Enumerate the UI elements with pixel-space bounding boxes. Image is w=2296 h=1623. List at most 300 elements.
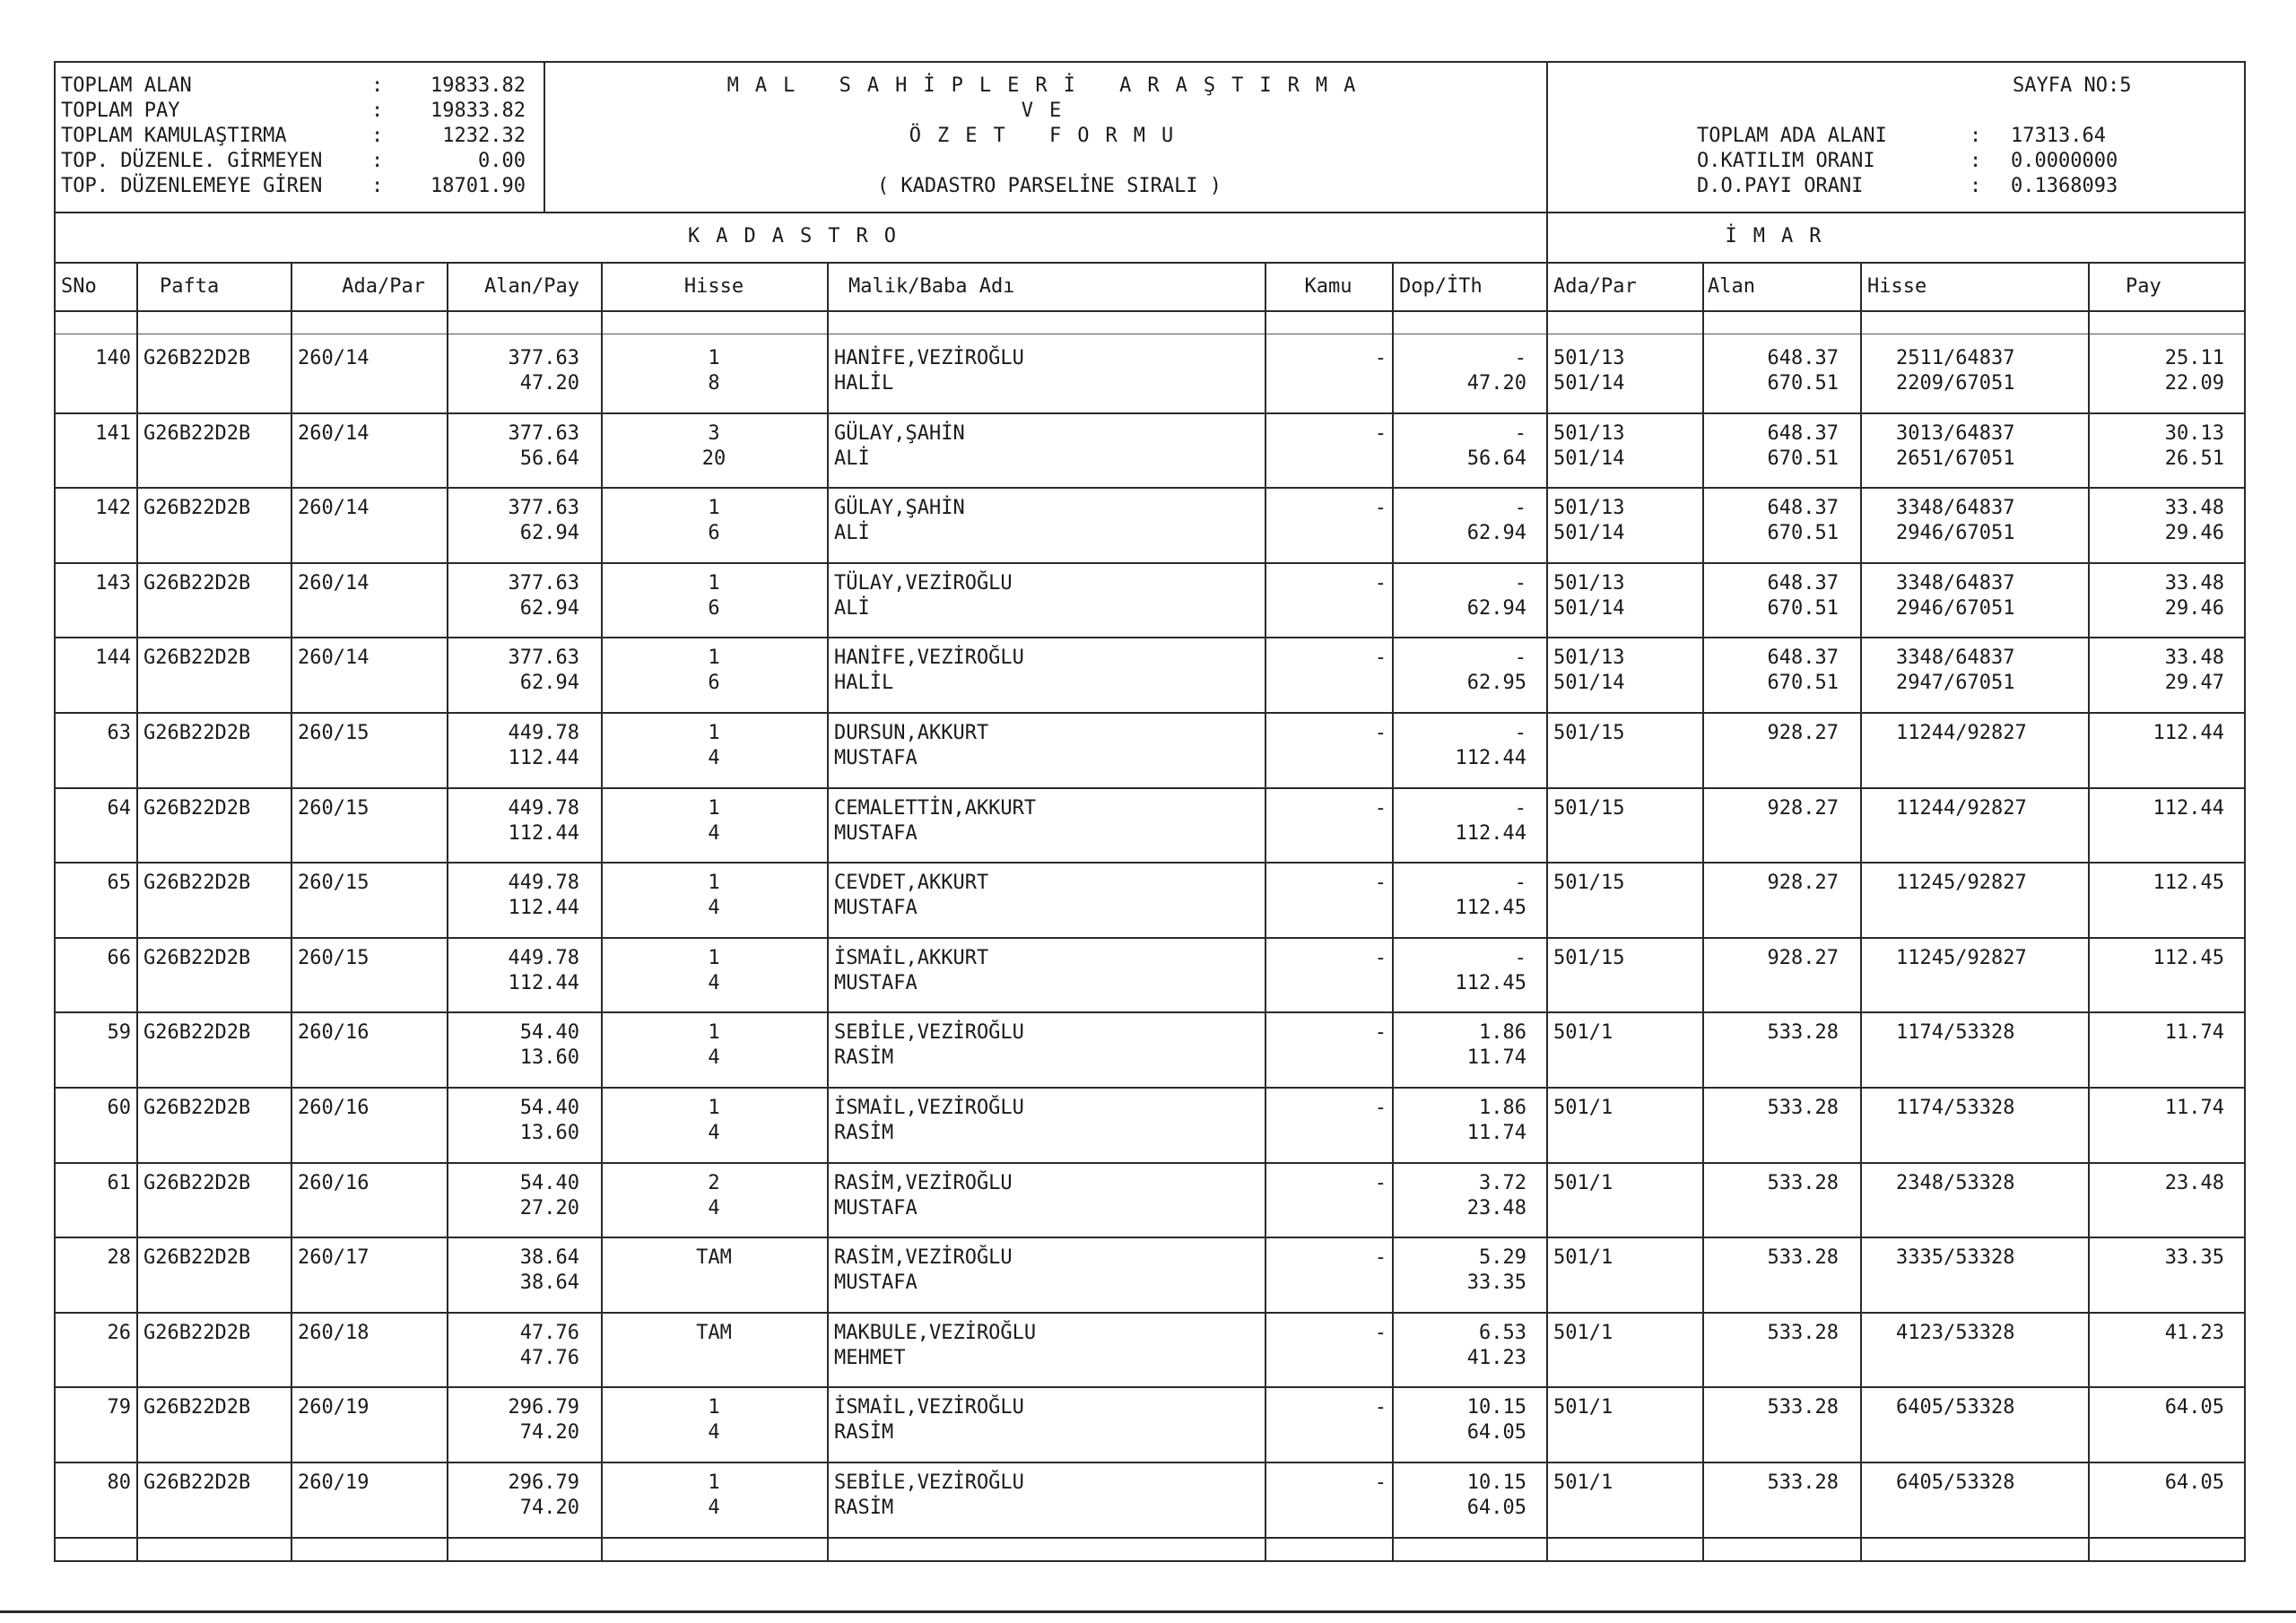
cell-pay: 13.60: [519, 1046, 579, 1069]
cell-malik: RASİM,VEZİROĞLU: [834, 1246, 1013, 1269]
cell-malik: RASİM,VEZİROĞLU: [834, 1172, 1013, 1194]
col-header-malik: Malik/Baba Adı: [848, 275, 1015, 298]
cell-imar-hisse1: 11244/92827: [1896, 797, 2027, 820]
cell-pafta: G26B22D2B: [144, 1021, 251, 1044]
cell-pay: 27.20: [519, 1197, 579, 1219]
cell-imar-alan1: 648.37: [1767, 497, 1839, 519]
cell-kamu: -: [1374, 497, 1387, 519]
cell-imar-hisse1: 3348/64837: [1896, 497, 2015, 519]
cell-imar-pay1: 11.74: [2164, 1021, 2224, 1044]
cell-hisse-pay: TAM: [696, 1246, 732, 1269]
cell-adapar: 260/15: [298, 947, 370, 969]
column-header-bottom-line: [54, 310, 2246, 312]
cell-alan: 449.78: [508, 872, 579, 894]
cell-dop2: 41.23: [1466, 1347, 1526, 1369]
cell-hisse-pay: 1: [708, 722, 720, 744]
col-header-sno: SNo: [61, 275, 97, 298]
cell-baba: RASİM: [834, 1421, 894, 1444]
form-subtitle: ( KADASTRO PARSELİNE SIRALI ): [876, 175, 1222, 197]
cell-dop1: 1.86: [1479, 1021, 1526, 1044]
section-kadastro: KADASTRO: [688, 225, 912, 247]
form-title-line1: MAL SAHİPLERİ ARAŞTIRMA: [726, 74, 1372, 97]
cell-dop2: 23.48: [1466, 1197, 1526, 1219]
cell-hisse-payda: 4: [708, 1046, 720, 1069]
cell-imar-alan2: 670.51: [1767, 522, 1839, 544]
cell-imar-pay1: 64.05: [2164, 1396, 2224, 1419]
cell-pay: 38.64: [519, 1271, 579, 1294]
cell-hisse-payda: 4: [708, 1497, 720, 1519]
cell-dop1: -: [1514, 872, 1526, 894]
cell-imar-alan1: 533.28: [1767, 1471, 1839, 1494]
cell-baba: MUSTAFA: [834, 1271, 918, 1294]
cell-sno: 28: [107, 1246, 131, 1269]
cell-kamu: -: [1374, 347, 1387, 369]
cell-dop1: 5.29: [1479, 1246, 1526, 1269]
cell-dop1: -: [1514, 572, 1526, 595]
cell-imar-pay1: 112.45: [2152, 872, 2224, 894]
cell-adapar: 260/14: [298, 497, 370, 519]
cell-alan: 377.63: [508, 422, 579, 445]
cell-imar-adapar1: 501/13: [1553, 572, 1625, 595]
cell-imar-hisse1: 11245/92827: [1896, 872, 2027, 894]
cell-dop1: -: [1514, 347, 1526, 369]
cell-imar-pay1: 112.44: [2152, 722, 2224, 744]
cell-baba: ALİ: [834, 597, 870, 620]
summary-right-label: D.O.PAYI ORANI: [1697, 175, 1864, 197]
row-separator: [54, 1386, 2246, 1388]
cell-imar-alan1: 533.28: [1767, 1246, 1839, 1269]
col-header-imar-adapar: Ada/Par: [1553, 275, 1637, 298]
cell-hisse-payda: 4: [708, 1421, 720, 1444]
cell-hisse-payda: 8: [708, 372, 720, 395]
summary-left-label: TOPLAM KAMULAŞTIRMA: [61, 125, 287, 147]
cell-imar-adapar1: 501/1: [1553, 1172, 1613, 1194]
cell-pafta: G26B22D2B: [144, 497, 251, 519]
cell-malik: CEMALETTİN,AKKURT: [834, 797, 1037, 820]
cell-imar-hisse1: 6405/53328: [1896, 1396, 2015, 1419]
cell-pafta: G26B22D2B: [144, 422, 251, 445]
cell-baba: ALİ: [834, 522, 870, 544]
row-separator: [54, 787, 2246, 789]
col-div-1: [136, 262, 138, 1560]
cell-dop1: 3.72: [1479, 1172, 1526, 1194]
cell-dop1: -: [1514, 722, 1526, 744]
cell-pay: 62.94: [519, 672, 579, 694]
row-separator: [54, 1537, 2246, 1539]
cell-dop1: -: [1514, 422, 1526, 445]
cell-imar-hisse1: 3013/64837: [1896, 422, 2015, 445]
cell-adapar: 260/15: [298, 872, 370, 894]
row-separator: [54, 1011, 2246, 1013]
cell-imar-adapar1: 501/1: [1553, 1021, 1613, 1044]
summary-left-value: 19833.82: [430, 74, 526, 97]
summary-right-sep: :: [1970, 175, 1982, 197]
cell-imar-pay2: 29.46: [2164, 597, 2224, 620]
row-separator: [54, 1162, 2246, 1164]
summary-right-sep: :: [1970, 125, 1982, 147]
cell-pafta: G26B22D2B: [144, 572, 251, 595]
cell-imar-alan1: 533.28: [1767, 1172, 1839, 1194]
cell-imar-pay2: 29.47: [2164, 672, 2224, 694]
cell-malik: İSMAİL,VEZİROĞLU: [834, 1097, 1024, 1119]
cell-dop2: 33.35: [1466, 1271, 1526, 1294]
frame-right-line: [2244, 61, 2246, 1561]
cell-hisse-pay: 1: [708, 1396, 720, 1419]
cell-malik: İSMAİL,AKKURT: [834, 947, 989, 969]
cell-hisse-payda: 6: [708, 522, 720, 544]
cell-imar-hisse1: 3335/53328: [1896, 1246, 2015, 1269]
cell-imar-hisse1: 4123/53328: [1896, 1322, 2015, 1344]
cell-imar-adapar1: 501/1: [1553, 1322, 1613, 1344]
cell-baba: MUSTAFA: [834, 897, 918, 919]
col-header-hisse: Hisse: [683, 275, 744, 298]
cell-imar-hisse1: 11244/92827: [1896, 722, 2027, 744]
summary-left-sep: :: [371, 175, 384, 197]
cell-imar-alan1: 648.37: [1767, 422, 1839, 445]
cell-alan: 296.79: [508, 1396, 579, 1419]
cell-adapar: 260/18: [298, 1322, 370, 1344]
cell-imar-adapar2: 501/14: [1553, 597, 1625, 620]
cell-imar-alan1: 533.28: [1767, 1021, 1839, 1044]
cell-alan: 449.78: [508, 722, 579, 744]
cell-imar-alan2: 670.51: [1767, 672, 1839, 694]
cell-malik: GÜLAY,ŞAHİN: [834, 497, 965, 519]
row-separator: [54, 1312, 2246, 1314]
cell-hisse-payda: 4: [708, 972, 720, 994]
cell-sno: 140: [95, 347, 131, 369]
cell-imar-adapar2: 501/14: [1553, 447, 1625, 470]
cell-pay: 74.20: [519, 1421, 579, 1444]
summary-right-value: 0.1368093: [2011, 175, 2118, 197]
cell-imar-adapar1: 501/15: [1553, 722, 1625, 744]
cell-pay: 62.94: [519, 522, 579, 544]
cell-pay: 47.76: [519, 1347, 579, 1369]
cell-imar-adapar1: 501/13: [1553, 647, 1625, 669]
cell-pafta: G26B22D2B: [144, 1246, 251, 1269]
cell-kamu: -: [1374, 722, 1387, 744]
row-separator: [54, 1462, 2246, 1463]
header-divider-right: [1546, 61, 1548, 1561]
cell-dop2: 112.44: [1455, 747, 1526, 769]
cell-imar-adapar1: 501/15: [1553, 797, 1625, 820]
cell-imar-alan1: 533.28: [1767, 1097, 1839, 1119]
cell-kamu: -: [1374, 872, 1387, 894]
cell-imar-pay1: 30.13: [2164, 422, 2224, 445]
cell-dop2: 64.05: [1466, 1497, 1526, 1519]
cell-dop2: 56.64: [1466, 447, 1526, 470]
cell-dop1: 6.53: [1479, 1322, 1526, 1344]
cell-hisse-pay: 1: [708, 497, 720, 519]
cell-sno: 59: [107, 1021, 131, 1044]
col-header-alanpay: Alan/Pay: [484, 275, 579, 298]
cell-malik: MAKBULE,VEZİROĞLU: [834, 1322, 1037, 1344]
row-separator: [54, 1087, 2246, 1089]
cell-dop1: -: [1514, 797, 1526, 820]
cell-dop1: 1.86: [1479, 1097, 1526, 1119]
cell-imar-pay1: 33.48: [2164, 497, 2224, 519]
cell-imar-pay1: 41.23: [2164, 1322, 2224, 1344]
cell-imar-hisse2: 2651/67051: [1896, 447, 2015, 470]
col-div-6: [1265, 262, 1266, 1560]
cell-dop2: 47.20: [1466, 372, 1526, 395]
cell-dop2: 112.44: [1455, 822, 1526, 845]
cell-imar-pay1: 23.48: [2164, 1172, 2224, 1194]
cell-adapar: 260/15: [298, 797, 370, 820]
cell-imar-pay2: 29.46: [2164, 522, 2224, 544]
summary-left-sep: :: [371, 100, 384, 122]
row-separator: [54, 937, 2246, 939]
col-div-9: [1860, 262, 1862, 1560]
summary-left-label: TOPLAM PAY: [61, 100, 180, 122]
col-header-dop: Dop/İTh: [1399, 275, 1483, 298]
cell-sno: 64: [107, 797, 131, 820]
cell-pay: 74.20: [519, 1497, 579, 1519]
cell-malik: HANİFE,VEZİROĞLU: [834, 347, 1024, 369]
cell-hisse-pay: 1: [708, 797, 720, 820]
page-number: SAYFA NO:5: [2013, 74, 2132, 97]
cell-dop2: 64.05: [1466, 1421, 1526, 1444]
cell-hisse-pay: 1: [708, 947, 720, 969]
cell-pay: 112.44: [508, 897, 579, 919]
cell-hisse-payda: 20: [701, 447, 726, 470]
cell-adapar: 260/16: [298, 1021, 370, 1044]
cell-kamu: -: [1374, 1172, 1387, 1194]
cell-kamu: -: [1374, 1246, 1387, 1269]
cell-alan: 449.78: [508, 947, 579, 969]
cell-dop1: -: [1514, 647, 1526, 669]
cell-malik: DURSUN,AKKURT: [834, 722, 989, 744]
cell-pafta: G26B22D2B: [144, 1172, 251, 1194]
row-separator: [54, 487, 2246, 489]
cell-kamu: -: [1374, 1097, 1387, 1119]
cell-pafta: G26B22D2B: [144, 872, 251, 894]
cell-imar-pay1: 25.11: [2164, 347, 2224, 369]
summary-left-sep: :: [371, 125, 384, 147]
cell-adapar: 260/14: [298, 347, 370, 369]
col-header-pafta: Pafta: [160, 275, 220, 298]
cell-hisse-pay: 1: [708, 1021, 720, 1044]
row-separator: [54, 712, 2246, 714]
cell-baba: ALİ: [834, 447, 870, 470]
cell-hisse-payda: 4: [708, 1197, 720, 1219]
cell-dop1: 10.15: [1466, 1396, 1526, 1419]
row-separator: [54, 412, 2246, 414]
cell-imar-hisse1: 6405/53328: [1896, 1471, 2015, 1494]
cell-dop1: -: [1514, 947, 1526, 969]
form-title-line3: ÖZET FORMU: [909, 125, 1190, 147]
cell-malik: İSMAİL,VEZİROĞLU: [834, 1396, 1024, 1419]
cell-imar-alan1: 648.37: [1767, 347, 1839, 369]
cell-imar-adapar1: 501/1: [1553, 1246, 1613, 1269]
cell-pafta: G26B22D2B: [144, 1396, 251, 1419]
row-separator: [54, 862, 2246, 864]
summary-left-value: 19833.82: [430, 100, 526, 122]
cell-imar-adapar2: 501/14: [1553, 522, 1625, 544]
cell-imar-hisse1: 1174/53328: [1896, 1097, 2015, 1119]
frame-bottom-line: [54, 1560, 2246, 1562]
cell-alan: 377.63: [508, 572, 579, 595]
cell-imar-hisse1: 2348/53328: [1896, 1172, 2015, 1194]
cell-dop2: 112.45: [1455, 972, 1526, 994]
cell-hisse-payda: 4: [708, 897, 720, 919]
cell-alan: 377.63: [508, 347, 579, 369]
row-separator: [54, 637, 2246, 638]
col-header-imar-alan: Alan: [1708, 275, 1755, 298]
cell-pafta: G26B22D2B: [144, 347, 251, 369]
cell-hisse-pay: 1: [708, 347, 720, 369]
cell-imar-adapar1: 501/13: [1553, 422, 1625, 445]
cell-pafta: G26B22D2B: [144, 947, 251, 969]
cell-malik: GÜLAY,ŞAHİN: [834, 422, 965, 445]
cell-malik: CEVDET,AKKURT: [834, 872, 989, 894]
cell-baba: RASİM: [834, 1497, 894, 1519]
summary-right-value: 17313.64: [2011, 125, 2106, 147]
cell-kamu: -: [1374, 797, 1387, 820]
cell-adapar: 260/14: [298, 422, 370, 445]
cell-imar-hisse2: 2209/67051: [1896, 372, 2015, 395]
cell-imar-hisse2: 2947/67051: [1896, 672, 2015, 694]
cell-adapar: 260/14: [298, 572, 370, 595]
cell-dop2: 112.45: [1455, 897, 1526, 919]
cell-imar-hisse1: 1174/53328: [1896, 1021, 2015, 1044]
cell-imar-hisse1: 3348/64837: [1896, 647, 2015, 669]
cell-sno: 63: [107, 722, 131, 744]
header-bottom-line: [54, 212, 2246, 213]
cell-pafta: G26B22D2B: [144, 647, 251, 669]
header-divider-left: [544, 61, 545, 212]
form-title-line2: VE: [1021, 100, 1078, 122]
cell-baba: MUSTAFA: [834, 747, 918, 769]
cell-pafta: G26B22D2B: [144, 722, 251, 744]
cell-baba: MEHMET: [834, 1347, 906, 1369]
cell-adapar: 260/19: [298, 1471, 370, 1494]
col-header-kamu: Kamu: [1304, 275, 1352, 298]
cell-imar-adapar1: 501/13: [1553, 497, 1625, 519]
cell-sno: 141: [95, 422, 131, 445]
cell-sno: 144: [95, 647, 131, 669]
cell-pay: 62.94: [519, 597, 579, 620]
row-separator: [54, 562, 2246, 564]
summary-left-label: TOP. DÜZENLEMEYE GİREN: [61, 175, 323, 197]
cell-kamu: -: [1374, 422, 1387, 445]
cell-dop2: 11.74: [1466, 1122, 1526, 1144]
cell-pafta: G26B22D2B: [144, 1471, 251, 1494]
cell-imar-adapar1: 501/15: [1553, 872, 1625, 894]
cell-pafta: G26B22D2B: [144, 1097, 251, 1119]
cell-imar-adapar1: 501/1: [1553, 1097, 1613, 1119]
cell-sno: 65: [107, 872, 131, 894]
cell-imar-adapar1: 501/15: [1553, 947, 1625, 969]
cell-pafta: G26B22D2B: [144, 1322, 251, 1344]
cell-hisse-payda: 4: [708, 822, 720, 845]
cell-baba: RASİM: [834, 1122, 894, 1144]
cell-adapar: 260/16: [298, 1172, 370, 1194]
cell-alan: 377.63: [508, 647, 579, 669]
cell-imar-pay1: 33.35: [2164, 1246, 2224, 1269]
cell-kamu: -: [1374, 1471, 1387, 1494]
cell-imar-pay1: 11.74: [2164, 1097, 2224, 1119]
cell-sno: 143: [95, 572, 131, 595]
cell-imar-alan1: 648.37: [1767, 647, 1839, 669]
row-separator: [54, 1237, 2246, 1238]
cell-hisse-pay: 1: [708, 647, 720, 669]
cell-hisse-payda: 4: [708, 747, 720, 769]
summary-left-sep: :: [371, 74, 384, 97]
cell-imar-adapar2: 501/14: [1553, 372, 1625, 395]
cell-imar-alan1: 928.27: [1767, 872, 1839, 894]
summary-left-value: 0.00: [478, 150, 526, 172]
cell-dop2: 62.94: [1466, 597, 1526, 620]
cell-imar-adapar2: 501/14: [1553, 672, 1625, 694]
cell-sno: 142: [95, 497, 131, 519]
cell-dop2: 62.94: [1466, 522, 1526, 544]
cell-kamu: -: [1374, 1396, 1387, 1419]
cell-adapar: 260/16: [298, 1097, 370, 1119]
summary-left-sep: :: [371, 150, 384, 172]
cell-hisse-pay: 1: [708, 1471, 720, 1494]
cell-kamu: -: [1374, 1021, 1387, 1044]
cell-hisse-pay: 2: [708, 1172, 720, 1194]
cell-sno: 80: [107, 1471, 131, 1494]
cell-pay: 112.44: [508, 747, 579, 769]
col-div-2: [291, 262, 292, 1560]
cell-pafta: G26B22D2B: [144, 797, 251, 820]
cell-adapar: 260/14: [298, 647, 370, 669]
cell-kamu: -: [1374, 647, 1387, 669]
cell-alan: 377.63: [508, 497, 579, 519]
cell-adapar: 260/17: [298, 1246, 370, 1269]
cell-pay: 56.64: [519, 447, 579, 470]
cell-baba: HALİL: [834, 672, 894, 694]
cell-imar-adapar1: 501/1: [1553, 1471, 1613, 1494]
summary-left-value: 18701.90: [430, 175, 526, 197]
cell-alan: 54.40: [519, 1097, 579, 1119]
cell-imar-pay1: 112.45: [2152, 947, 2224, 969]
cell-imar-alan1: 928.27: [1767, 947, 1839, 969]
cell-dop1: 10.15: [1466, 1471, 1526, 1494]
cell-sno: 60: [107, 1097, 131, 1119]
cell-malik: SEBİLE,VEZİROĞLU: [834, 1021, 1024, 1044]
cell-imar-alan2: 670.51: [1767, 597, 1839, 620]
cell-alan: 449.78: [508, 797, 579, 820]
cell-alan: 38.64: [519, 1246, 579, 1269]
cell-imar-alan2: 670.51: [1767, 447, 1839, 470]
cell-hisse-payda: 6: [708, 672, 720, 694]
cell-imar-pay2: 22.09: [2164, 372, 2224, 395]
cell-dop2: 62.95: [1466, 672, 1526, 694]
cell-imar-alan1: 928.27: [1767, 722, 1839, 744]
cell-hisse-pay: TAM: [696, 1322, 732, 1344]
col-header-imar-hisse: Hisse: [1867, 275, 1927, 298]
cell-malik: SEBİLE,VEZİROĞLU: [834, 1471, 1024, 1494]
summary-left-label: TOP. DÜZENLE. GİRMEYEN: [61, 150, 323, 172]
cell-adapar: 260/19: [298, 1396, 370, 1419]
cell-sno: 66: [107, 947, 131, 969]
cell-imar-pay2: 26.51: [2164, 447, 2224, 470]
cell-sno: 26: [107, 1322, 131, 1344]
cell-imar-hisse1: 11245/92827: [1896, 947, 2027, 969]
cell-imar-adapar1: 501/1: [1553, 1396, 1613, 1419]
cell-imar-pay1: 33.48: [2164, 647, 2224, 669]
cell-pay: 112.44: [508, 972, 579, 994]
cell-malik: TÜLAY,VEZİROĞLU: [834, 572, 1013, 595]
summary-left-label: TOPLAM ALAN: [61, 74, 192, 97]
summary-right-sep: :: [1970, 150, 1982, 172]
cell-dop1: -: [1514, 497, 1526, 519]
page-bottom-rule: [0, 1610, 2296, 1613]
cell-sno: 61: [107, 1172, 131, 1194]
cell-imar-hisse1: 3348/64837: [1896, 572, 2015, 595]
